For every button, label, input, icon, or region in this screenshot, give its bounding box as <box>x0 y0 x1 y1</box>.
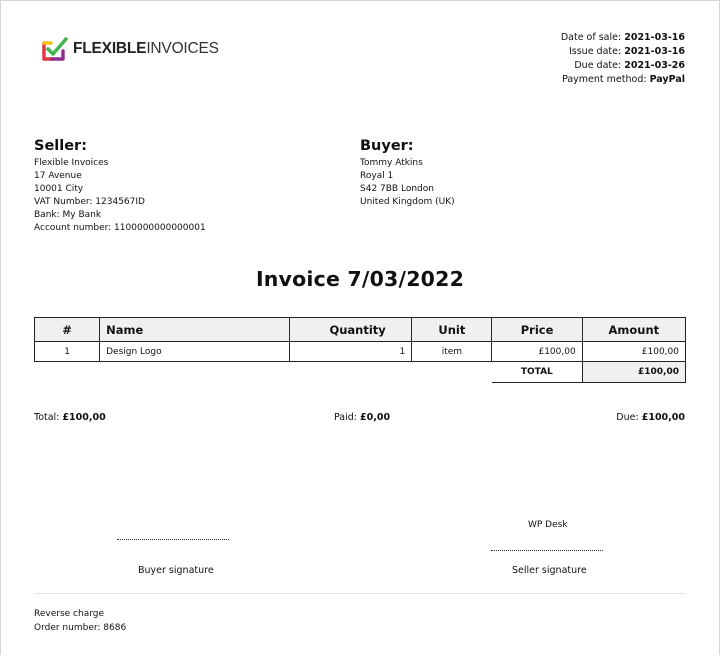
logo-checkmark-icon <box>39 34 69 64</box>
buyer-signature-line <box>117 539 229 540</box>
summary-paid-value: £0,00 <box>360 412 391 423</box>
seller-heading: Seller: <box>34 138 88 154</box>
summary-paid: Paid: £0,00 <box>334 412 391 423</box>
table-total-label: TOTAL <box>492 362 582 383</box>
column-header-amount: Amount <box>582 318 685 342</box>
logo-wordmark: FLEXIBLEINVOICES <box>73 40 219 57</box>
date-of-sale-value: 2021-03-16 <box>624 32 685 43</box>
invoice-meta <box>561 31 685 87</box>
column-header-price: Price <box>492 318 582 342</box>
buyer-line: Royal 1 <box>360 171 394 181</box>
seller-line: 17 Avenue <box>34 171 82 181</box>
due-date-value: 2021-03-26 <box>624 60 685 71</box>
column-header-unit: Unit <box>412 318 492 342</box>
column-header-quantity: Quantity <box>289 318 411 342</box>
seller-line: VAT Number: 1234567ID <box>34 197 145 207</box>
buyer-block <box>360 138 455 209</box>
seller-line: Flexible Invoices <box>34 158 109 168</box>
row-quantity-cell: 1 <box>289 342 411 362</box>
summary-due: Due: £100,00 <box>616 412 685 423</box>
issue-date-value: 2021-03-16 <box>624 46 685 57</box>
buyer-heading: Buyer: <box>360 138 414 154</box>
reverse-charge-note: Reverse charge <box>34 609 104 619</box>
payment-method-value: PayPal <box>649 74 685 85</box>
summary-total-value: £100,00 <box>62 412 106 423</box>
buyer-signature-label: Buyer signature <box>138 565 214 576</box>
seller-line: 10001 City <box>34 184 84 194</box>
payment-method-row: Payment method: PayPal <box>562 74 685 85</box>
footer-notes <box>34 607 126 635</box>
issue-date-row: Issue date: 2021-03-16 <box>568 46 685 57</box>
summary-total: Total: £100,00 <box>34 412 106 423</box>
seller-line: Account number: 1100000000000001 <box>34 223 206 233</box>
buyer-line: United Kingdom (UK) <box>360 197 455 207</box>
table-total-row <box>35 362 686 383</box>
date-of-sale-row: Date of sale: 2021-03-16 <box>560 32 685 43</box>
table-header-row <box>35 318 686 342</box>
table-total-value: £100,00 <box>582 362 685 383</box>
seller-signature-line <box>491 550 603 551</box>
table-row <box>35 342 686 362</box>
order-number-note: Order number: 8686 <box>34 623 127 633</box>
seller-line: Bank: My Bank <box>34 210 102 220</box>
row-price-cell: £100,00 <box>492 342 582 362</box>
seller-signature-label: Seller signature <box>512 565 587 576</box>
buyer-line: Tommy Atkins <box>360 158 423 168</box>
row-name-cell: Design Logo <box>100 342 290 362</box>
invoice-title: Invoice 7/03/2022 <box>255 267 465 291</box>
column-header-name: Name <box>100 318 290 342</box>
column-header-number: # <box>35 318 100 342</box>
seller-block <box>34 138 206 235</box>
row-amount-cell: £100,00 <box>582 342 685 362</box>
buyer-line: S42 7BB London <box>360 184 434 194</box>
company-logo <box>39 34 219 64</box>
due-date-row: Due date: 2021-03-26 <box>574 60 685 71</box>
footer-divider <box>34 593 686 594</box>
row-unit-cell: item <box>412 342 492 362</box>
summary-due-value: £100,00 <box>641 412 685 423</box>
row-number-cell: 1 <box>35 342 100 362</box>
seller-signature-name: WP Desk <box>528 520 568 530</box>
items-table <box>34 317 686 383</box>
